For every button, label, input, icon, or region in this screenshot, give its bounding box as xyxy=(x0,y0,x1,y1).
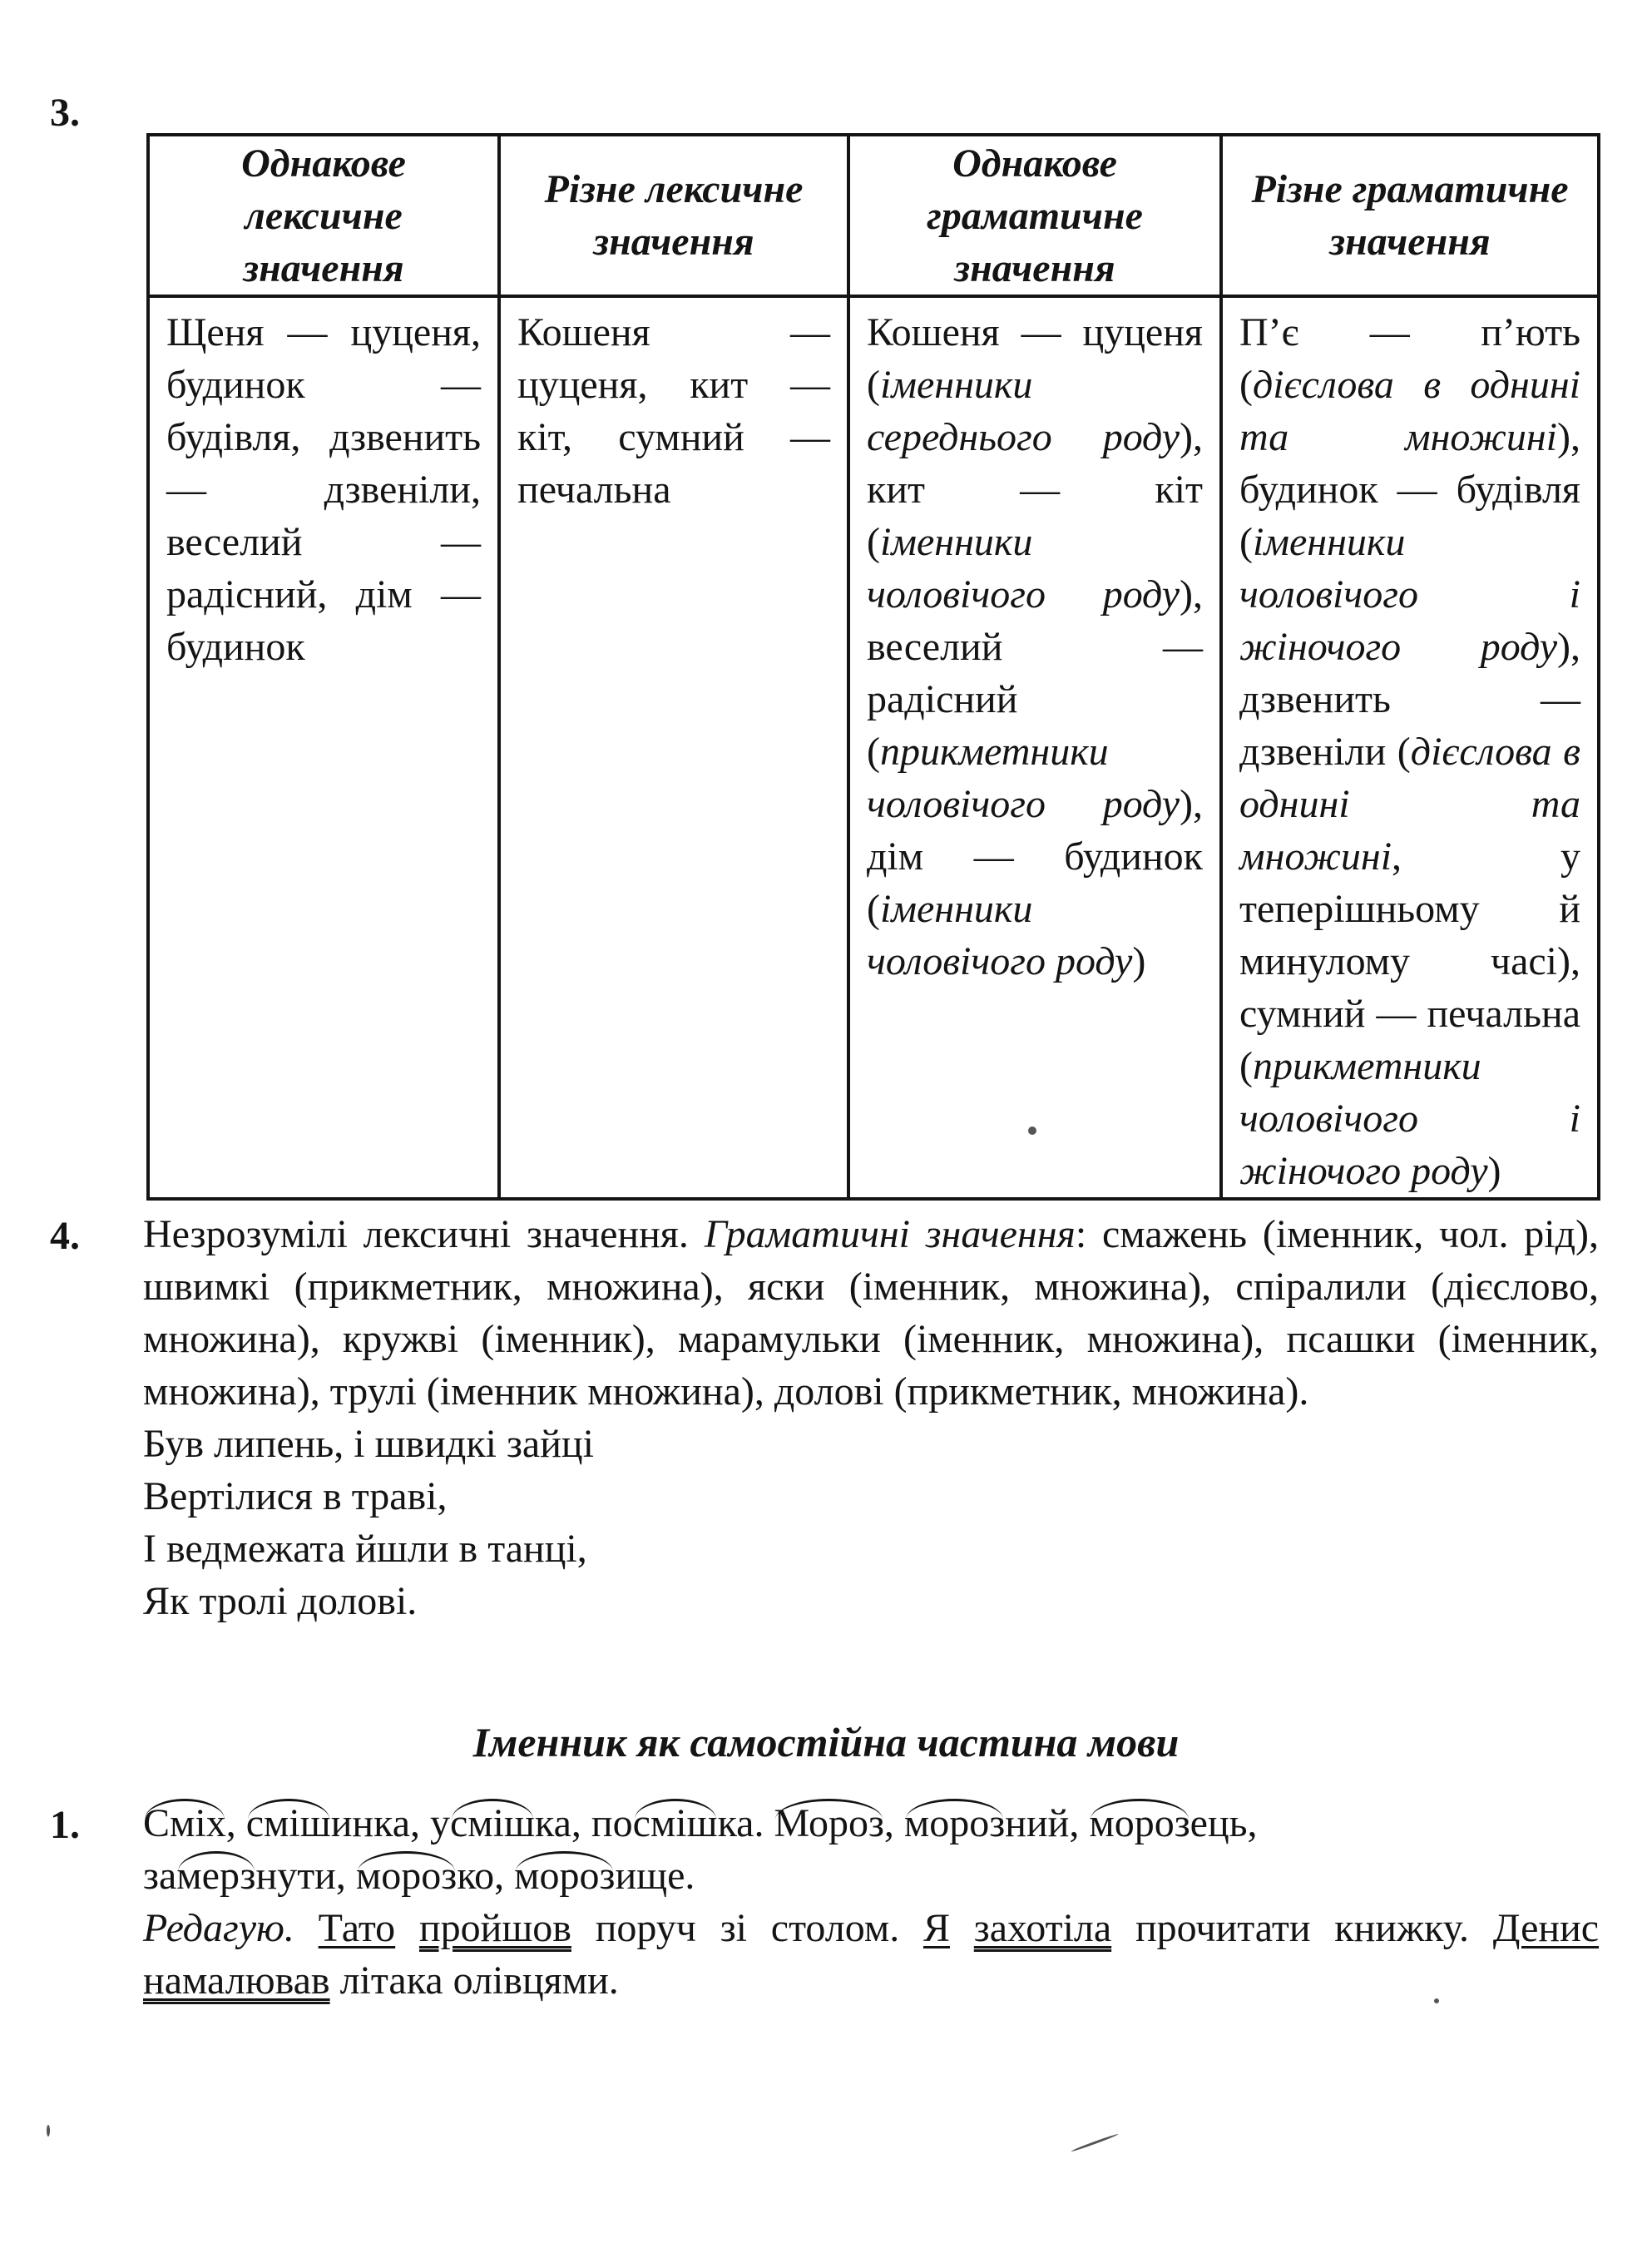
word-with-root xyxy=(143,1801,236,1845)
scan-speck xyxy=(47,2125,50,2137)
lexical-meaning-table xyxy=(146,133,1600,1201)
cell-different-lexical xyxy=(499,296,848,1199)
cell-text: Щеня — цуценя, будинок — будівля, дзвенить — дзвеніли, веселий — радісний, дім — будинок xyxy=(166,310,481,669)
subject: Денис xyxy=(1492,1906,1600,1950)
sentence-rest: літака олівцями. xyxy=(339,1958,619,2003)
poem-line: Був липень, і швидкі зайці xyxy=(143,1422,594,1466)
task-4-italic: Граматичні значення xyxy=(704,1212,1076,1256)
cell-text-mixed xyxy=(867,306,1203,988)
cell-segment: П’є — п’ють ( xyxy=(1239,310,1580,407)
cell-text-mixed xyxy=(1239,306,1580,1197)
header-different-grammatical: Різне граматичне значення xyxy=(1221,135,1599,296)
word-with-root xyxy=(904,1801,1079,1845)
edit-label: Редагую. xyxy=(143,1906,294,1950)
subject: Тато xyxy=(318,1906,396,1950)
grammar-note: дієслова в однині та множині xyxy=(1239,730,1580,879)
grammar-note: іменники чоловічого роду xyxy=(867,520,1180,616)
task-4-number: 4. xyxy=(50,1214,80,1258)
grammar-note: іменники чоловічого і жіночого роду xyxy=(1239,520,1580,669)
word-ending: инка, xyxy=(330,1801,420,1845)
word-root: Мороз xyxy=(774,1797,883,1849)
task-1-number: 1. xyxy=(50,1803,80,1847)
word-root: Сміх xyxy=(143,1797,226,1849)
word-ending: ний, xyxy=(1005,1801,1080,1845)
task-4-text xyxy=(143,1208,1599,1627)
word-with-root xyxy=(430,1801,581,1845)
cell-segment: ), кит — кіт ( xyxy=(867,415,1203,564)
word-root: мороз xyxy=(514,1849,615,1902)
word-with-root xyxy=(356,1854,504,1898)
word-root: сміш xyxy=(246,1797,331,1849)
cell-segment: ) xyxy=(1132,939,1146,983)
word-with-root xyxy=(143,1854,346,1898)
cell-text: Кошеня — цуценя, кит — кіт, сумний — печальна xyxy=(517,310,830,512)
grammar-note: дієслова в однині та множині xyxy=(1239,363,1580,459)
edit-sentences xyxy=(143,1902,1599,2007)
word-with-root xyxy=(1089,1801,1257,1845)
grammar-note: іменники чоловічого роду xyxy=(867,887,1133,983)
table-header-row xyxy=(148,135,1599,296)
predicate: пройшов xyxy=(418,1906,571,1950)
cell-segment: , у теперішньому й минулому часі), сумний — печальна ( xyxy=(1239,834,1580,1088)
word-root: мороз xyxy=(356,1849,457,1902)
grammar-note: прикметники чоловічого роду xyxy=(867,730,1180,826)
cell-same-lexical xyxy=(148,296,499,1199)
word-prefix: у xyxy=(430,1801,450,1845)
word-root: мерз xyxy=(176,1849,255,1902)
header-same-lexical: Однакове лексичне значення xyxy=(148,135,499,296)
sentence-rest: поруч зі столом. xyxy=(595,1906,900,1950)
cell-segment: Кошеня — цуценя ( xyxy=(867,310,1203,407)
word-family-line xyxy=(143,1849,1599,1902)
word-with-root xyxy=(514,1854,695,1898)
word-ending: ка, xyxy=(534,1801,581,1845)
grammar-note: прикметники чоловічого і жіночого роду xyxy=(1239,1044,1580,1193)
word-ending: ка. xyxy=(717,1801,764,1845)
scan-speck xyxy=(1028,1126,1036,1135)
word-prefix: по xyxy=(591,1801,633,1845)
word-family-line xyxy=(143,1797,1599,1849)
task-3-number: 3. xyxy=(50,91,80,135)
word-prefix: за xyxy=(143,1854,177,1898)
word-ending: ко, xyxy=(457,1854,505,1898)
sentence-rest: прочитати книжку. xyxy=(1135,1906,1469,1950)
task-1-text xyxy=(143,1797,1599,2007)
header-same-grammatical: Однакове граматичне значення xyxy=(848,135,1221,296)
table-row xyxy=(148,296,1599,1199)
word-ending: , xyxy=(225,1801,236,1845)
word-with-root xyxy=(591,1801,764,1845)
header-different-lexical: Різне лексичне значення xyxy=(499,135,848,296)
cell-segment: ), дім — будинок ( xyxy=(867,782,1203,931)
task-4-lead: Незрозумілі лексичні значення. xyxy=(143,1212,705,1256)
cell-segment: ) xyxy=(1487,1149,1501,1193)
word-with-root xyxy=(774,1801,893,1845)
cell-segment: ), дзвенить — дзвеніли ( xyxy=(1239,625,1580,774)
word-ending: , xyxy=(883,1801,894,1845)
scan-speck xyxy=(1071,2133,1118,2152)
cell-segment: ), будинок — будівля ( xyxy=(1239,415,1580,564)
scan-speck xyxy=(1434,1998,1439,2003)
task-4-body: : смажень (іменник, чол. рід), швимкі (прикметник, множина), яски (іменник, множина), спіралили (дієслово, множина), кружві (іменник), марамульки (іменник, множина), псашки (іменник, множина), трулі (іменник множина), долові (прикметник, множина). xyxy=(143,1212,1599,1414)
subject: Я xyxy=(922,1906,950,1950)
poem-line: І ведмежата йшли в танці, xyxy=(143,1527,587,1571)
word-ending: ець, xyxy=(1190,1801,1258,1845)
cell-different-grammatical xyxy=(1221,296,1599,1199)
poem-line: Як тролі долові. xyxy=(143,1579,418,1623)
section-title: Іменник як самостійна частина мови xyxy=(472,1719,1180,1765)
word-root: сміш xyxy=(633,1797,718,1849)
word-root: сміш xyxy=(450,1797,535,1849)
word-with-root xyxy=(246,1801,420,1845)
poem-line: Вертілися в траві, xyxy=(143,1474,448,1518)
word-root: мороз xyxy=(1089,1797,1190,1849)
cell-same-grammatical xyxy=(848,296,1221,1199)
predicate: намалював xyxy=(143,1958,330,2003)
cell-segment: ), веселий — радісний ( xyxy=(867,572,1203,774)
predicate: захотіла xyxy=(973,1906,1112,1950)
word-root: мороз xyxy=(904,1797,1005,1849)
word-ending: нути, xyxy=(255,1854,346,1898)
grammar-note: іменники середнього роду xyxy=(867,363,1180,459)
word-ending: ище. xyxy=(615,1854,695,1898)
